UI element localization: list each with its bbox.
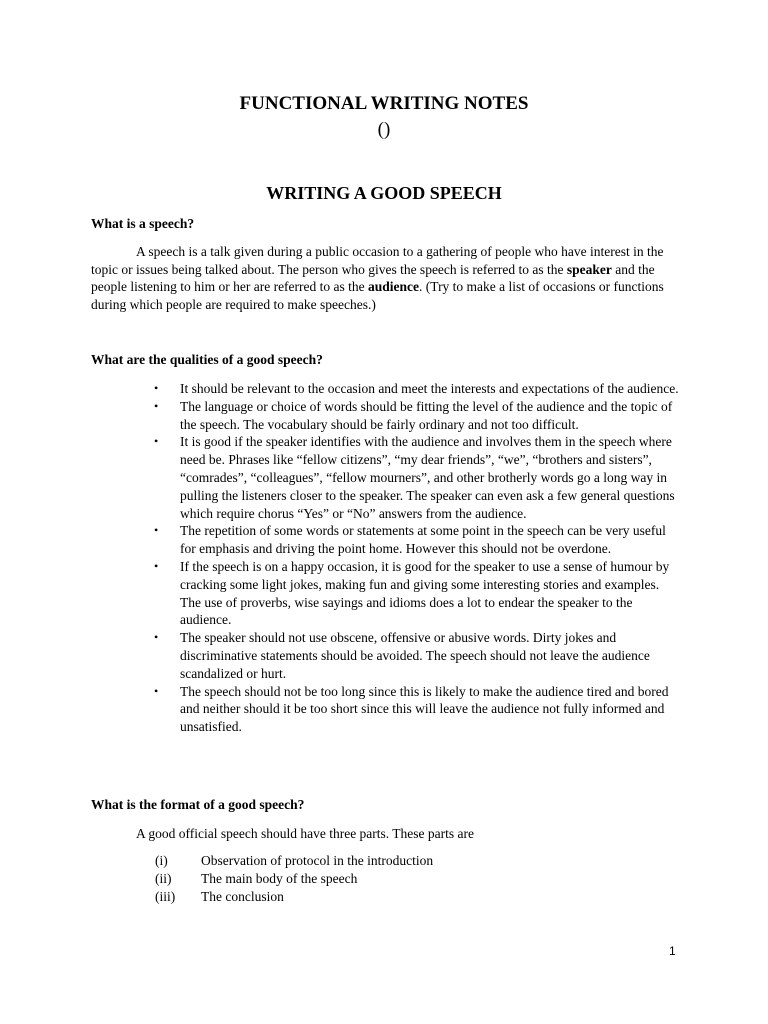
document-title: FUNCTIONAL WRITING NOTES	[239, 93, 529, 114]
list-item-text: Observation of protocol in the introduction	[201, 853, 434, 868]
term-audience: audience	[368, 279, 420, 294]
paragraph-text: A speech is a talk given during a public occasion to a gathering of people who have interest in the topic or issues being talked about. The person who gives the speech is referred to as the	[91, 244, 664, 277]
qualities-bullet-list	[150, 380, 680, 736]
heading-what-is-a-speech: What is a speech?	[91, 216, 195, 231]
list-item	[150, 398, 680, 434]
list-item-text: If the speech is on a happy occasion, it is good for the speaker to use a sense of humour by cracking some light jokes, making fun and giving some interesting stories and examples. The use of proverbs, wise sayings and idioms does a lot to endear the speaker to the audience.	[180, 558, 670, 628]
list-item-number: (i)	[155, 853, 168, 868]
list-item	[150, 433, 680, 522]
list-item	[150, 629, 680, 682]
list-item-text: The repetition of some words or statements at some point in the speech can be very useful for emphasis and driving the point home. However this should not be overdone.	[180, 523, 666, 557]
list-item-text: The speaker should not use obscene, offensive or abusive words. Dirty jokes and discriminative statements should be avoided. The speech should not leave the audience scandalized or hurt.	[180, 630, 650, 681]
list-item-text: The conclusion	[201, 888, 284, 904]
document-subtitle: ()	[377, 119, 391, 140]
bullet-icon: •	[154, 558, 159, 573]
speech-parts-list	[155, 852, 433, 905]
paragraph-text: . (Try to make a list of occasions or functions during which people are required to make speeches.)	[91, 279, 664, 312]
list-item-text: The speech should not be too long since this is likely to make the audience tired and bored and neither should it be too short since this will leave the audience not fully informed and unsatisfied.	[180, 683, 669, 735]
list-item	[150, 380, 680, 398]
list-item-text: The language or choice of words should be fitting the level of the audience and the topic of the speech. The vocabulary should be fairly ordinary and not too difficult.	[180, 398, 673, 432]
list-item	[155, 852, 433, 870]
list-item	[150, 683, 680, 736]
list-item-text: It is good if the speaker identifies with the audience and involves them in the speech where need be. Phrases like “fellow citizens”, “my dear friends”, “we”, “brothers and sisters”, “comrades”, “colleagues”, “fellow mourners”, and other brotherly words go a long way in pulling the listeners closer to the speaker. The speaker can even ask a few general questions which require chorus “Yes” or “No” answers from the audience.	[180, 434, 675, 521]
section-title: WRITING A GOOD SPEECH	[266, 183, 502, 203]
list-item	[150, 522, 680, 558]
heading-format-of-good-speech: What is the format of a good speech?	[91, 797, 305, 812]
paragraph-text: and the people listening to him or her are referred to as the	[91, 261, 655, 294]
list-item-number: (ii)	[155, 870, 172, 886]
list-item	[155, 888, 433, 906]
list-item-number: (iii)	[155, 888, 176, 904]
bullet-icon: •	[154, 398, 159, 413]
list-item	[155, 870, 433, 888]
bullet-icon: •	[154, 381, 159, 395]
list-item-text: It should be relevant to the occasion and meet the interests and expectations of the audience.	[180, 381, 679, 396]
format-intro-text: A good official speech should have three parts. These parts are	[136, 826, 475, 841]
list-item-text: The main body of the speech	[201, 870, 358, 886]
bullet-icon: •	[154, 523, 159, 538]
page-number: 1	[669, 944, 676, 958]
bullet-icon: •	[154, 630, 159, 645]
heading-qualities-of-good-speech: What are the qualities of a good speech?	[91, 352, 323, 367]
bullet-icon: •	[154, 683, 159, 698]
bullet-icon: •	[154, 434, 159, 449]
speech-definition-paragraph	[91, 243, 681, 313]
term-speaker: speaker	[566, 261, 612, 277]
list-item	[150, 558, 680, 629]
